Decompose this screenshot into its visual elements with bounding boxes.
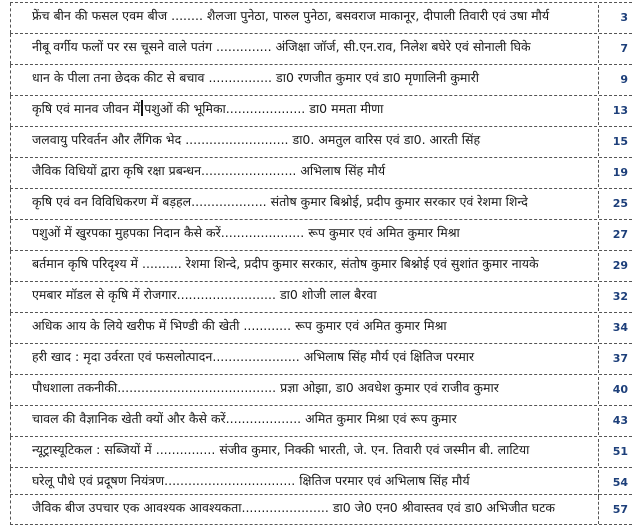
leader-dots: ......................... xyxy=(176,287,280,302)
page-number: 19 xyxy=(612,166,628,179)
leader-dots: ............ xyxy=(239,318,296,333)
page-number: 25 xyxy=(612,197,628,210)
page-number: 51 xyxy=(612,445,628,458)
page-divider xyxy=(598,346,599,373)
toc-entry xyxy=(10,343,632,374)
page-divider xyxy=(598,98,599,125)
leader-dots: ................ xyxy=(204,70,277,85)
article-title: जलवायु परिवर्तन और लैंगिक भेद xyxy=(32,132,182,147)
article-authors: संजीव कुमार, निक्की भारती, जे. एन. तिवारी एवं जस्मीन बी. लाटिया xyxy=(219,442,530,457)
article-authors: डा0 जे0 एन0 श्रीवास्तव एवं डा0 अभिजीत घटक xyxy=(332,500,556,515)
left-divider xyxy=(10,127,11,157)
article-title: एमबार मॉडल से कृषि में रोजगार xyxy=(32,287,177,302)
left-divider xyxy=(10,344,11,374)
leader-dots: ................... xyxy=(225,411,306,426)
leader-dots: ................... xyxy=(191,194,271,209)
article-title: कृषि एवं वन विविधिकरण में बड़हल xyxy=(32,194,192,209)
left-divider xyxy=(10,313,11,343)
article-title: पशुओं में खुरपका मुहपका निदान कैसे करें xyxy=(32,225,221,240)
article-title: नीबू वर्गीय फलों पर रस चूसने वाले पतंग xyxy=(32,39,212,54)
article-title: जैविक विधियों द्वारा कृषि रक्षा प्रबन्धन xyxy=(32,163,202,178)
left-divider xyxy=(10,158,11,188)
page-number: 13 xyxy=(612,104,628,117)
article-title: धान के पीला तना छेदक कीट से बचाव xyxy=(32,70,205,85)
page-divider xyxy=(598,36,599,63)
article-authors: रेशमा शिन्दे, प्रदीप कुमार सरकार, संतोष कुमार बिश्नोई एवं सुशांत कुमार नायके xyxy=(185,256,539,271)
article-authors: अंजिक्षा जॉर्ज, सी.एन.राव, निलेश बघेरे एवं सोनाली घिके xyxy=(275,39,531,54)
toc-entry xyxy=(10,494,632,525)
page-divider xyxy=(598,439,599,466)
left-divider xyxy=(10,495,11,525)
left-divider xyxy=(10,65,11,95)
toc-entry xyxy=(10,64,632,95)
page-divider xyxy=(598,408,599,435)
article-title: घरेलू पौधे एवं प्रदूषण नियंत्रण xyxy=(32,473,165,488)
left-divider xyxy=(10,3,11,33)
entry-text xyxy=(32,378,592,398)
leader-dots: .................... xyxy=(225,101,310,116)
entry-text xyxy=(32,285,592,305)
left-divider xyxy=(10,96,11,126)
page-number: 15 xyxy=(612,135,628,148)
entry-text xyxy=(32,192,592,212)
toc-entry xyxy=(10,312,632,343)
article-title: फ्रेंच बीन की फसल एवम बीज xyxy=(32,8,168,23)
left-divider xyxy=(10,34,11,64)
page-number: 34 xyxy=(612,321,628,334)
toc-entry xyxy=(10,405,632,436)
toc-entry xyxy=(10,2,632,33)
leader-dots: .......................... xyxy=(181,132,293,147)
article-authors: डा0 ममता मीणा xyxy=(309,101,384,116)
entry-text xyxy=(32,254,592,274)
text-cursor xyxy=(141,100,143,116)
article-authors: प्रज्ञा ओझा, डा0 अवधेश कुमार एवं राजीव कुमार xyxy=(280,380,499,395)
entry-text xyxy=(32,130,592,150)
article-authors: रूप कुमार एवं अमित कुमार मिश्रा xyxy=(308,225,460,240)
leader-dots: ...................... xyxy=(212,349,304,364)
article-title: अधिक आय के लिये खरीफ में भिण्डी की खेती xyxy=(32,318,240,333)
page-divider xyxy=(598,253,599,280)
entry-text xyxy=(32,440,592,460)
article-title: जैविक बीज उपचार एक आवश्यक आवश्यकता xyxy=(32,500,242,515)
page-divider xyxy=(598,160,599,187)
leader-dots: .............. xyxy=(211,39,276,54)
page-number: 32 xyxy=(612,290,628,303)
page-divider xyxy=(598,222,599,249)
page-divider xyxy=(598,315,599,342)
entry-text xyxy=(32,498,592,518)
leader-dots: ........ xyxy=(167,8,207,23)
leader-dots: ..................... xyxy=(220,225,309,240)
toc-entry xyxy=(10,250,632,281)
article-authors: डा0. अमतुल वारिस एवं डा0. आरती सिंह xyxy=(292,132,481,147)
toc-entry xyxy=(10,436,632,467)
page-divider xyxy=(598,191,599,218)
article-authors: संतोष कुमार बिश्नोई, प्रदीप कुमार सरकार एवं रेशमा शिन्दे xyxy=(270,194,528,209)
article-title: चावल की वैज्ञानिक खेती क्यों और कैसे करें xyxy=(32,411,226,426)
page-divider xyxy=(598,497,599,524)
leader-dots: ...................... xyxy=(241,500,333,515)
left-divider xyxy=(10,220,11,250)
entry-text xyxy=(32,347,592,367)
article-title: बर्तमान कृषि परिदृश्य में xyxy=(32,256,139,271)
article-title: कृषि एवं मानव जीवन में xyxy=(32,101,141,116)
toc-entry xyxy=(10,157,632,188)
entry-text xyxy=(32,68,592,88)
toc-entry xyxy=(10,219,632,250)
page-divider xyxy=(598,470,599,497)
article-authors: डा0 रणजीत कुमार एवं डा0 मृणालिनी कुमारी xyxy=(276,70,479,85)
entry-text xyxy=(32,161,592,181)
page-divider xyxy=(598,5,599,32)
article-authors: क्षितिज परमार एवं अभिलाष सिंह मौर्य xyxy=(299,473,470,488)
leader-dots: ................................. xyxy=(164,473,300,488)
left-divider xyxy=(10,437,11,467)
article-authors: रूप कुमार एवं अमित कुमार मिश्रा xyxy=(295,318,447,333)
article-authors: अमित कुमार मिश्रा एवं रूप कुमार xyxy=(305,411,457,426)
leader-dots: .......... xyxy=(138,256,186,271)
article-title: पौधशाला तकनीकी xyxy=(32,380,118,395)
entry-text xyxy=(32,223,592,243)
entry-text xyxy=(32,316,592,336)
page-number: 57 xyxy=(612,503,628,516)
leader-dots: ........................................ xyxy=(117,380,281,395)
left-divider xyxy=(10,406,11,436)
left-divider xyxy=(10,189,11,219)
page-number: 29 xyxy=(612,259,628,272)
entry-text xyxy=(32,37,592,57)
entry-text xyxy=(32,6,592,26)
toc-entry xyxy=(10,95,632,126)
left-divider xyxy=(10,251,11,281)
page-divider xyxy=(598,129,599,156)
leader-dots: ............... xyxy=(151,442,220,457)
entry-text xyxy=(32,99,592,119)
leader-dots: ........................ xyxy=(201,163,301,178)
article-authors: डा0 शोजी लाल बैरवा xyxy=(279,287,377,302)
article-title-continued: पशुओं की भूमिका xyxy=(144,101,226,116)
article-authors: अभिलाष सिंह मौर्य एवं क्षितिज परमार xyxy=(303,349,475,364)
entry-text xyxy=(32,471,592,491)
page-number: 9 xyxy=(620,73,628,86)
toc-entry xyxy=(10,188,632,219)
page-number: 54 xyxy=(612,476,628,489)
article-authors: अभिलाष सिंह मौर्य xyxy=(300,163,386,178)
page-number: 40 xyxy=(612,383,628,396)
toc-entry xyxy=(10,281,632,312)
article-title: न्यूट्रास्यूटिकल : सब्जियों में xyxy=(32,442,152,457)
page-number: 3 xyxy=(620,11,628,24)
left-divider xyxy=(10,282,11,312)
page-number: 7 xyxy=(620,42,628,55)
left-divider xyxy=(10,375,11,405)
page-number: 37 xyxy=(612,352,628,365)
page-divider xyxy=(598,67,599,94)
page-number: 43 xyxy=(612,414,628,427)
page-divider xyxy=(598,377,599,404)
toc-entry xyxy=(10,33,632,64)
page-number: 27 xyxy=(612,228,628,241)
toc-entry xyxy=(10,126,632,157)
toc-entry xyxy=(10,374,632,405)
article-authors: शैलजा पुनेठा, पारुल पुनेठा, बसवराज माकानूर, दीपाली तिवारी एवं उषा मौर्य xyxy=(206,8,550,23)
article-title: हरी खाद : मृदा उर्वरता एवं फसलोत्पादन xyxy=(32,349,213,364)
entry-text xyxy=(32,409,592,429)
page-divider xyxy=(598,284,599,311)
